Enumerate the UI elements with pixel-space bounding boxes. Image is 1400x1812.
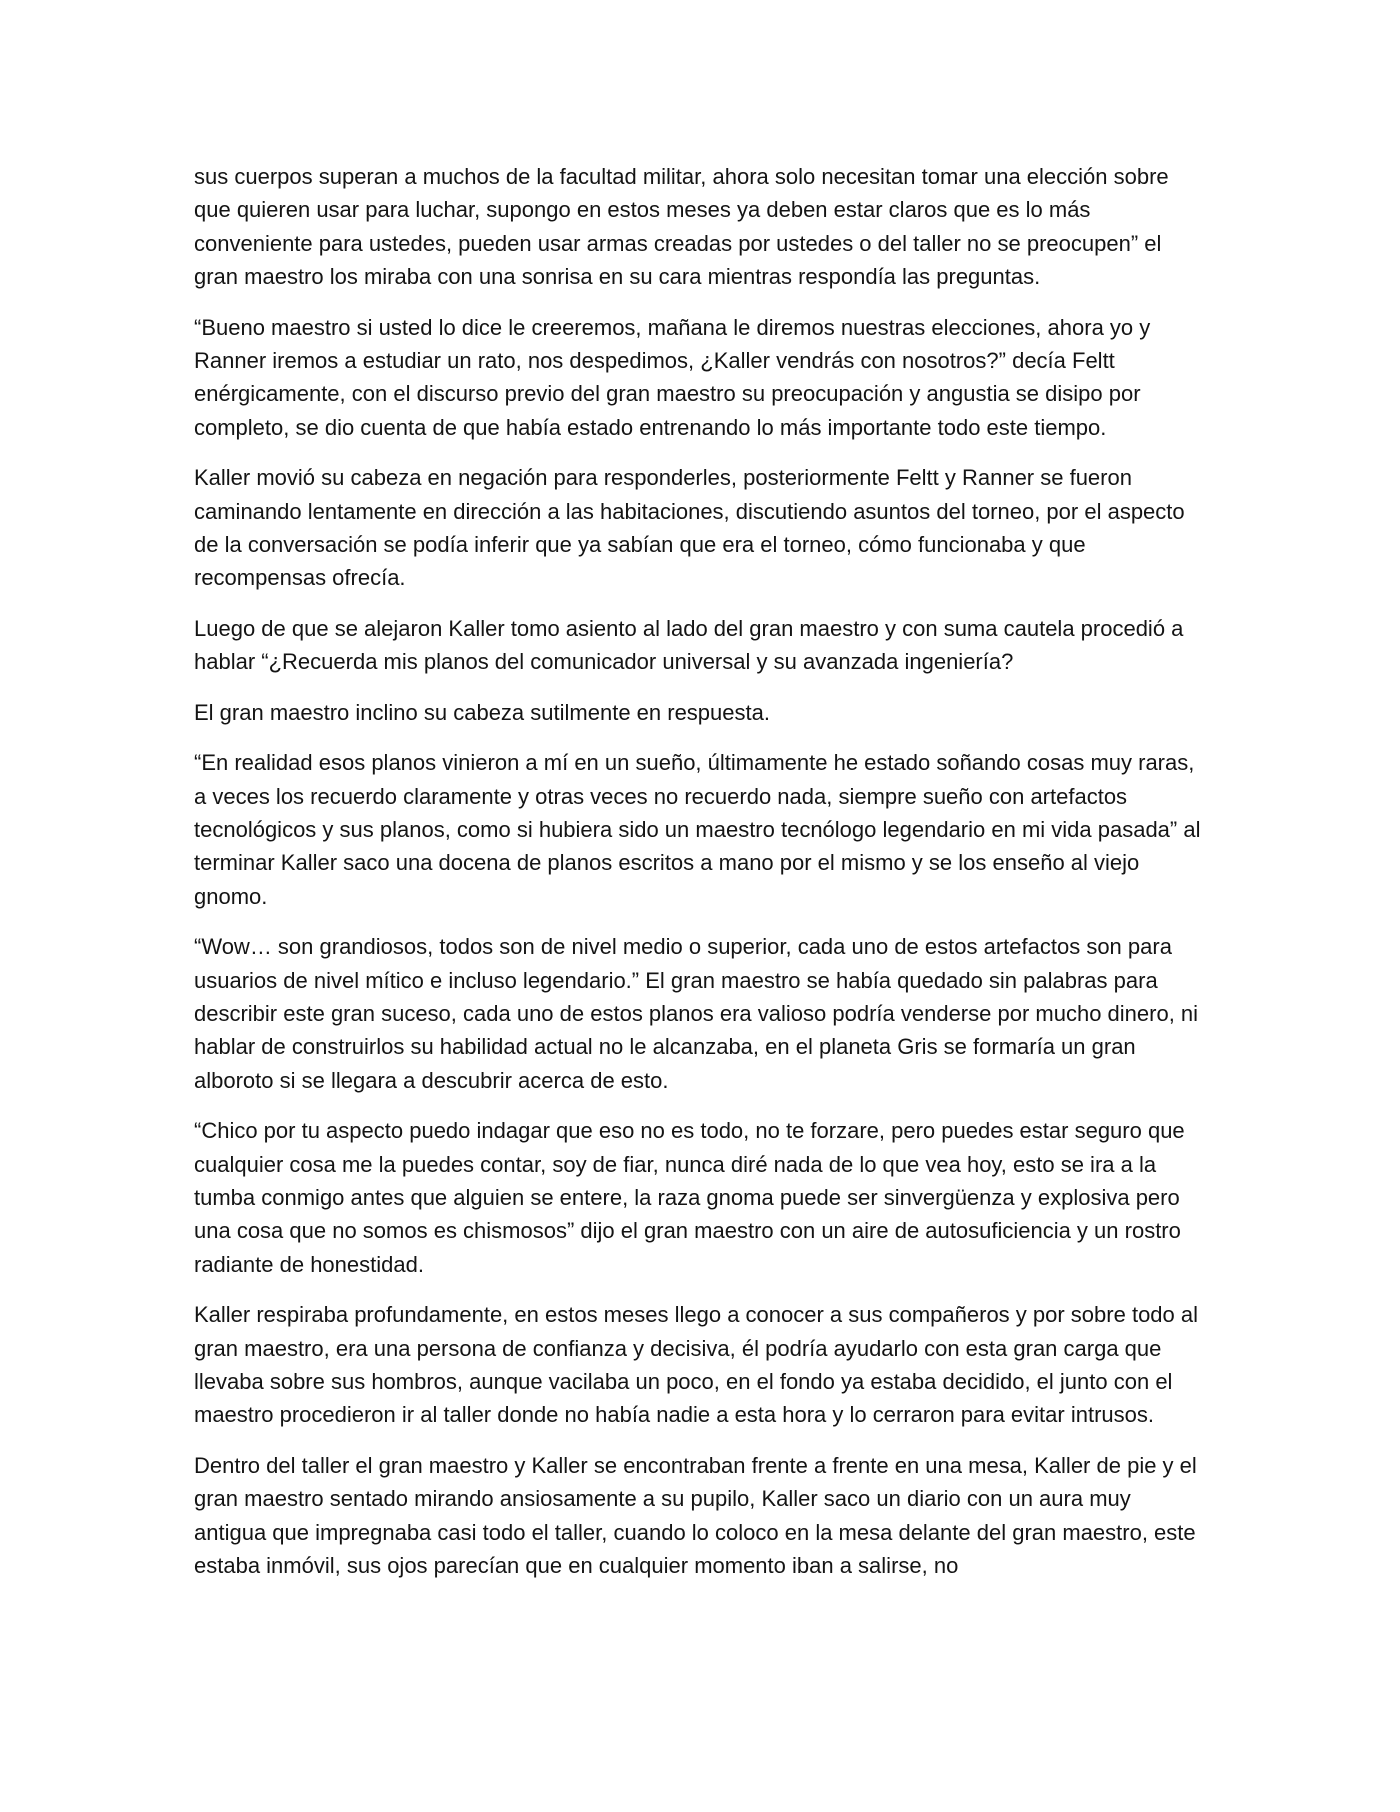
- paragraph: Luego de que se alejaron Kaller tomo asiento al lado del gran maestro y con suma cautela procedió a hablar “¿Recuerda mis planos del comunicador universal y su avanzada ingeniería?: [194, 615, 1184, 675]
- paragraph: sus cuerpos superan a muchos de la facultad militar, ahora solo necesitan tomar una elección sobre que quieren usar para luchar, supongo en estos meses ya deben estar claros que es lo más conveniente para ustedes, pueden usar armas creadas por ustedes o del taller no se preocupen” el gran maestro los miraba con una sonrisa en su cara mientras respondía las preguntas.: [194, 164, 1169, 290]
- paragraph: Kaller respiraba profundamente, en estos meses llego a conocer a sus compañeros y por sobre todo al gran maestro, era una persona de confianza y decisiva, él podría ayudarlo con esta gran carga que llevaba sobre sus hombros, aunque vacilaba un poco, en el fondo ya estaba decidido, el junto con el maestro procedieron ir al taller donde no había nadie a esta hora y lo cerraron para evitar intrusos.: [194, 1302, 1199, 1428]
- paragraph: “Chico por tu aspecto puedo indagar que eso no es todo, no te forzare, pero puedes estar seguro que cualquier cosa me la puedes contar, soy de fiar, nunca diré nada de lo que vea hoy, esto se ira a la tumba conmigo antes que alguien se entere, la raza gnoma puede ser sinvergüenza y explosiva pero una cosa que no somos es chismosos” dijo el gran maestro con un aire de autosuficiencia y un rostro radiante de honestidad.: [194, 1118, 1185, 1277]
- paragraph: “Bueno maestro si usted lo dice le creeremos, mañana le diremos nuestras elecciones, ahora yo y Ranner iremos a estudiar un rato, nos despedimos, ¿Kaller vendrás con nosotros?” decía Feltt enérgicamente, con el discurso previo del gran maestro su preocupación y angustia se disipo por completo, se dio cuenta de que había estado entrenando lo más importante todo este tiempo.: [194, 314, 1151, 440]
- paragraph: Dentro del taller el gran maestro y Kaller se encontraban frente a frente en una mesa, Kaller de pie y el gran maestro sentado mirando ansiosamente a su pupilo, Kaller saco un diario con un aura muy antigua que impregnaba casi todo el taller, cuando lo coloco en la mesa delante del gran maestro, este estaba inmóvil, sus ojos parecían que en cualquier momento iban a salirse, no: [194, 1452, 1197, 1579]
- paragraph: El gran maestro inclino su cabeza sutilmente en respuesta.: [194, 699, 770, 725]
- paragraph: “En realidad esos planos vinieron a mí en un sueño, últimamente he estado soñando cosas muy raras, a veces los recuerdo claramente y otras veces no recuerdo nada, siempre sueño con artefactos tecnológicos y sus planos, como si hubiera sido un maestro tecnólogo legendario en mi vida pasada” al terminar Kaller saco una docena de planos escritos a mano por el mismo y se los enseño al viejo gnomo.: [194, 750, 1201, 909]
- paragraph: “Wow… son grandiosos, todos son de nivel medio o superior, cada uno de estos artefactos son para usuarios de nivel mítico e incluso legendario.” El gran maestro se había quedado sin palabras para describir este gran suceso, cada uno de estos planos era valioso podría venderse por mucho dinero, ni hablar de construirlos su habilidad actual no le alcanzaba, en el planeta Gris se formaría un gran alboroto si se llegara a descubrir acerca de esto.: [194, 934, 1199, 1093]
- paragraph: Kaller movió su cabeza en negación para responderles, posteriormente Feltt y Ranner se fueron caminando lentamente en dirección a las habitaciones, discutiendo asuntos del torneo, por el aspecto de la conversación se podía inferir que ya sabían que era el torneo, cómo funcionaba y que recompensas ofrecía.: [194, 465, 1185, 591]
- body-text: [194, 160, 1206, 1599]
